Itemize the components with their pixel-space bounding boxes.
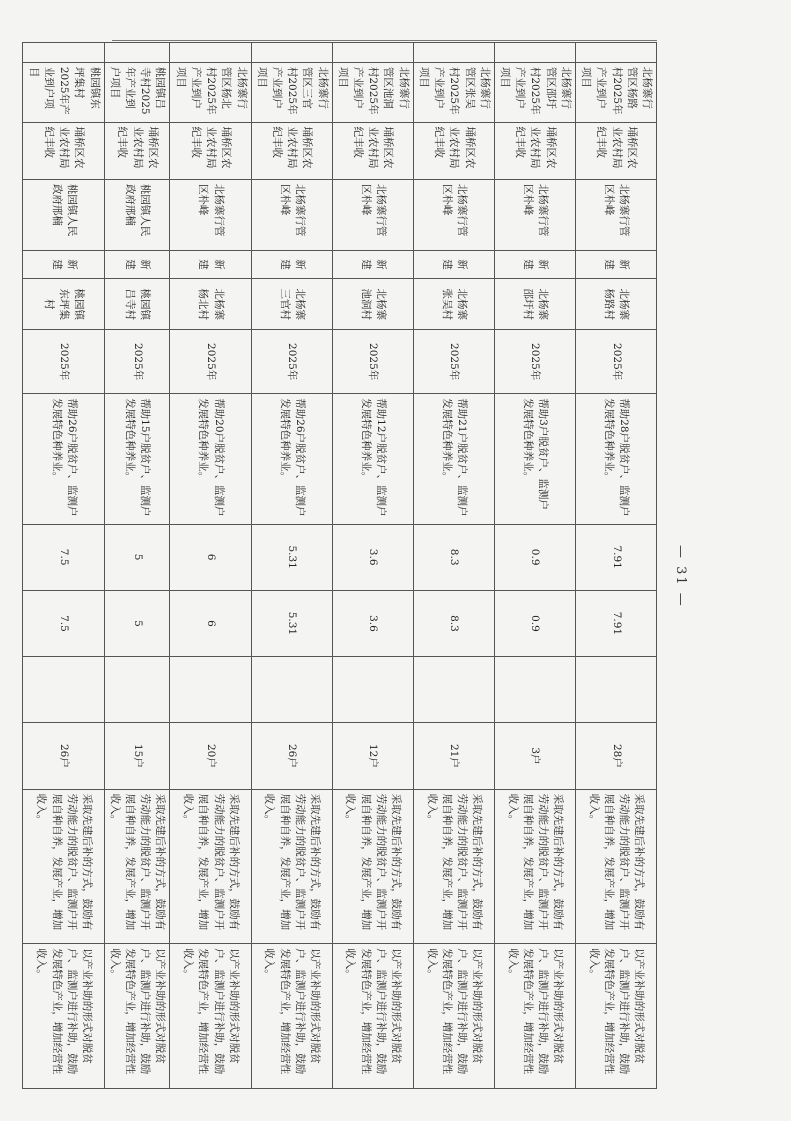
households-cell: 15户 <box>104 723 170 789</box>
other-fund-cell <box>170 657 251 723</box>
table-top-rule <box>112 40 657 41</box>
finance-fund-cell: 7.91 <box>575 590 656 656</box>
year-cell: 2025年 <box>575 330 656 394</box>
other-fund-cell <box>104 657 170 723</box>
responsible-unit-cell: 埇桥区农业农村局纪丰收 <box>494 122 575 179</box>
benefit-cell: 以产业补助的形式对脱贫户、监测户进行补助，鼓励发展特色产业，增加经营性收入。 <box>575 944 656 1089</box>
project-name-cell: 北杨寨行管区杨北村2025年产业到户项目 <box>170 62 251 122</box>
rotated-table-container <box>27 42 657 1089</box>
year-cell: 2025年 <box>251 330 332 394</box>
responsible-unit-cell: 埇桥区农业农村局纪丰收 <box>104 122 170 179</box>
benefit-cell: 以产业补助的形式对脱贫户、监测户进行补助，鼓励发展特色产业，增加经营性收入。 <box>251 944 332 1089</box>
construction-type-cell: 新建 <box>332 250 413 279</box>
total-fund-cell: 3.6 <box>332 524 413 590</box>
responsible-unit-cell: 埇桥区农业农村局纪丰收 <box>575 122 656 179</box>
construction-type-cell: 新建 <box>104 250 170 279</box>
households-cell: 3户 <box>494 723 575 789</box>
project-name-cell: 北杨寨行管区三官村2025年产业到户项目 <box>251 62 332 122</box>
mechanism-cell: 采取先建后补的方式，鼓励有劳动能力的脱贫户、监测户开展自种自养，发展产业，增加收入。 <box>575 789 656 944</box>
project-name-cell: 桃园镇吕寺村2025年产业到户项目 <box>104 62 170 122</box>
table-row <box>170 43 251 1089</box>
project-table <box>22 42 657 1089</box>
households-cell: 28户 <box>575 723 656 789</box>
other-fund-cell <box>251 657 332 723</box>
blank-cell <box>332 43 413 63</box>
village-cell: 北杨寨张吴村 <box>413 279 494 330</box>
blank-cell <box>251 43 332 63</box>
location-cell: 北杨寨行管区朴峰 <box>494 179 575 250</box>
table-row <box>575 43 656 1089</box>
responsible-unit-cell: 埇桥区农业农村局纪丰收 <box>170 122 251 179</box>
finance-fund-cell: 5 <box>104 590 170 656</box>
total-fund-cell: 0.9 <box>494 524 575 590</box>
year-cell: 2025年 <box>23 330 104 394</box>
table-row <box>494 43 575 1089</box>
benefit-cell: 以产业补助的形式对脱贫户、监测户进行补助，鼓励发展特色产业，增加经营性收入。 <box>413 944 494 1089</box>
year-cell: 2025年 <box>494 330 575 394</box>
content-cell: 帮助3户脱贫户、监测户发展特色种养业。 <box>494 394 575 524</box>
finance-fund-cell: 3.6 <box>332 590 413 656</box>
construction-type-cell: 新建 <box>170 250 251 279</box>
responsible-unit-cell: 埇桥区农业农村局纪丰收 <box>413 122 494 179</box>
location-cell: 北杨寨行管区朴峰 <box>332 179 413 250</box>
mechanism-cell: 采取先建后补的方式，鼓励有劳动能力的脱贫户、监测户开展自种自养，发展产业，增加收入。 <box>23 789 104 944</box>
households-cell: 21户 <box>413 723 494 789</box>
other-fund-cell <box>23 657 104 723</box>
finance-fund-cell: 5.31 <box>251 590 332 656</box>
other-fund-cell <box>494 657 575 723</box>
project-name-cell: 北杨寨行管区张吴村2025年产业到户项目 <box>413 62 494 122</box>
project-name-cell: 北杨寨行管区杨路村2025年产业到户项目 <box>575 62 656 122</box>
location-cell: 北杨寨行管区朴峰 <box>575 179 656 250</box>
table-row <box>251 43 332 1089</box>
households-cell: 26户 <box>23 723 104 789</box>
content-cell: 帮助20户脱贫户、监测户发展特色种养业。 <box>170 394 251 524</box>
blank-cell <box>23 43 104 63</box>
finance-fund-cell: 0.9 <box>494 590 575 656</box>
village-cell: 北杨寨杨路村 <box>575 279 656 330</box>
construction-type-cell: 新建 <box>413 250 494 279</box>
mechanism-cell: 采取先建后补的方式，鼓励有劳动能力的脱贫户、监测户开展自种自养，发展产业，增加收入。 <box>413 789 494 944</box>
construction-type-cell: 新建 <box>251 250 332 279</box>
finance-fund-cell: 6 <box>170 590 251 656</box>
content-cell: 帮助26户脱贫户、监测户发展特色种养业。 <box>23 394 104 524</box>
content-cell: 帮助15户脱贫户、监测户发展特色种养业。 <box>104 394 170 524</box>
village-cell: 桃园镇吕寺村 <box>104 279 170 330</box>
finance-fund-cell: 7.5 <box>23 590 104 656</box>
blank-cell <box>494 43 575 63</box>
households-cell: 26户 <box>251 723 332 789</box>
year-cell: 2025年 <box>104 330 170 394</box>
responsible-unit-cell: 埇桥区农业农村局纪丰收 <box>251 122 332 179</box>
other-fund-cell <box>332 657 413 723</box>
location-cell: 北杨寨行管区朴峰 <box>251 179 332 250</box>
mechanism-cell: 采取先建后补的方式，鼓励有劳动能力的脱贫户、监测户开展自种自养，发展产业，增加收入。 <box>494 789 575 944</box>
location-cell: 北杨寨行管区朴峰 <box>413 179 494 250</box>
responsible-unit-cell: 埇桥区农业农村局纪丰收 <box>332 122 413 179</box>
project-name-cell: 桃园镇东坪集村2025年产业到户项目 <box>23 62 104 122</box>
finance-fund-cell: 8.3 <box>413 590 494 656</box>
project-name-cell: 北杨寨行管区池洞村2025年产业到户项目 <box>332 62 413 122</box>
total-fund-cell: 6 <box>170 524 251 590</box>
benefit-cell: 以产业补助的形式对脱贫户、监测户进行补助，鼓励发展特色产业，增加经营性收入。 <box>332 944 413 1089</box>
benefit-cell: 以产业补助的形式对脱贫户、监测户进行补助，鼓励发展特色产业，增加经营性收入。 <box>23 944 104 1089</box>
location-cell: 桃园镇人民政府邢楠 <box>23 179 104 250</box>
benefit-cell: 以产业补助的形式对脱贫户、监测户进行补助，鼓励发展特色产业，增加经营性收入。 <box>170 944 251 1089</box>
page-number: — 31 — <box>673 545 688 608</box>
construction-type-cell: 新建 <box>575 250 656 279</box>
village-cell: 北杨寨三官村 <box>251 279 332 330</box>
village-cell: 北杨寨邵圩村 <box>494 279 575 330</box>
location-cell: 北杨寨行管区朴峰 <box>170 179 251 250</box>
project-name-cell: 北杨寨行管区邵圩村2025年产业到户项目 <box>494 62 575 122</box>
content-cell: 帮助28户脱贫户、监测户发展特色种养业。 <box>575 394 656 524</box>
benefit-cell: 以产业补助的形式对脱贫户、监测户进行补助，鼓励发展特色产业，增加经营性收入。 <box>104 944 170 1089</box>
blank-cell <box>170 43 251 63</box>
total-fund-cell: 5.31 <box>251 524 332 590</box>
village-cell: 桃园镇东坪集村 <box>23 279 104 330</box>
village-cell: 北杨寨池洞村 <box>332 279 413 330</box>
total-fund-cell: 7.5 <box>23 524 104 590</box>
blank-cell <box>413 43 494 63</box>
responsible-unit-cell: 埇桥区农业农村局纪丰收 <box>23 122 104 179</box>
village-cell: 北杨寨杨北村 <box>170 279 251 330</box>
table-row <box>23 43 104 1089</box>
households-cell: 12户 <box>332 723 413 789</box>
table-row <box>104 43 170 1089</box>
blank-cell <box>104 43 170 63</box>
mechanism-cell: 采取先建后补的方式，鼓励有劳动能力的脱贫户、监测户开展自种自养，发展产业，增加收入。 <box>104 789 170 944</box>
content-cell: 帮助26户脱贫户、监测户发展特色种养业。 <box>251 394 332 524</box>
other-fund-cell <box>575 657 656 723</box>
content-cell: 帮助21户脱贫户、监测户发展特色种养业。 <box>413 394 494 524</box>
other-fund-cell <box>413 657 494 723</box>
mechanism-cell: 采取先建后补的方式，鼓励有劳动能力的脱贫户、监测户开展自种自养，发展产业，增加收入。 <box>170 789 251 944</box>
total-fund-cell: 8.3 <box>413 524 494 590</box>
mechanism-cell: 采取先建后补的方式，鼓励有劳动能力的脱贫户、监测户开展自种自养，发展产业，增加收入。 <box>332 789 413 944</box>
year-cell: 2025年 <box>170 330 251 394</box>
location-cell: 桃园镇人民政府邢楠 <box>104 179 170 250</box>
year-cell: 2025年 <box>332 330 413 394</box>
construction-type-cell: 新建 <box>494 250 575 279</box>
benefit-cell: 以产业补助的形式对脱贫户、监测户进行补助，鼓励发展特色产业，增加经营性收入。 <box>494 944 575 1089</box>
construction-type-cell: 新建 <box>23 250 104 279</box>
households-cell: 20户 <box>170 723 251 789</box>
total-fund-cell: 5 <box>104 524 170 590</box>
table-row <box>413 43 494 1089</box>
year-cell: 2025年 <box>413 330 494 394</box>
content-cell: 帮助12户脱贫户、监测户发展特色种养业。 <box>332 394 413 524</box>
total-fund-cell: 7.91 <box>575 524 656 590</box>
mechanism-cell: 采取先建后补的方式，鼓励有劳动能力的脱贫户、监测户开展自种自养，发展产业，增加收入。 <box>251 789 332 944</box>
blank-cell <box>575 43 656 63</box>
table-row <box>332 43 413 1089</box>
